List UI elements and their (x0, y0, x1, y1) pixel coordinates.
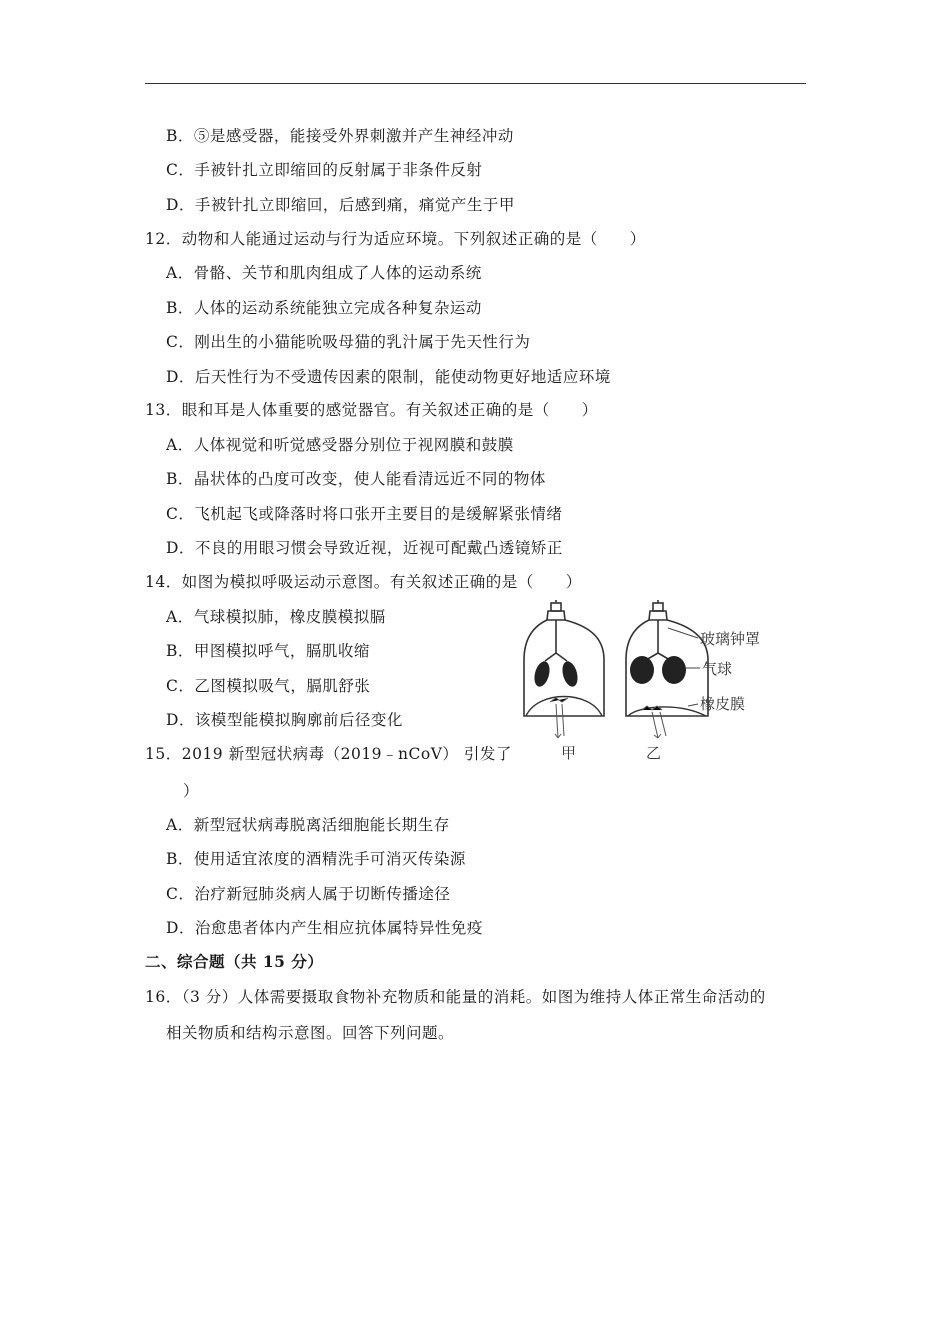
bell-jar-jia (524, 600, 604, 716)
q13-option-d: D．不良的用眼习惯会导致近视，近视可配戴凸透镜矫正 (166, 539, 563, 557)
q15-option-c: C．治疗新冠肺炎病人属于切断传播途径 (166, 885, 451, 903)
membrane-yi-strings (642, 706, 666, 738)
q12-option-b: B．人体的运动系统能独立完成各种复杂运动 (166, 299, 482, 317)
membrane-jia-strings (550, 698, 568, 738)
label-bell-jar: 玻璃钟罩 (700, 630, 761, 648)
question-13: 13．眼和耳是人体重要的感觉器官。有关叙述正确的是（ ） (145, 401, 598, 419)
q13-option-c: C．飞机起飞或降落时将口张开主要目的是缓解紧张情绪 (166, 505, 563, 523)
label-yi: 乙 (646, 744, 662, 762)
q12-option-c: C．刚出生的小猫能吮吸母猫的乳汁属于先天性行为 (166, 333, 531, 351)
label-balloon: 气球 (702, 660, 733, 678)
label-jia: 甲 (561, 744, 577, 762)
breathing-model-figure (518, 598, 808, 768)
q14-option-d: D．该模型能模拟胸廓前后径变化 (166, 711, 403, 729)
header-rule (145, 83, 806, 84)
question-12: 12．动物和人能通过运动与行为适应环境。下列叙述正确的是（ ） (145, 230, 646, 248)
q15-option-b: B．使用适宜浓度的酒精洗手可消灭传染源 (166, 850, 466, 868)
q11-option-c: C．手被针扎立即缩回的反射属于非条件反射 (166, 161, 483, 179)
q13-option-b: B．晶状体的凸度可改变，使人能看清远近不同的物体 (166, 470, 546, 488)
question-15-close-paren: ） (183, 782, 200, 800)
section-2-heading: 二、综合题（共 15 分） (145, 952, 324, 971)
q15-option-a: A．新型冠状病毒脱离活细胞能长期生存 (166, 816, 450, 834)
q11-option-d: D．手被针扎立即缩回，后感到痛，痛觉产生于甲 (166, 196, 515, 214)
label-membrane: 橡皮膜 (700, 695, 746, 713)
q12-option-d: D．后天性行为不受遗传因素的限制，能使动物更好地适应环境 (166, 368, 611, 386)
q11-option-b: B．⑤是感受器，能接受外界刺激并产生神经冲动 (166, 127, 514, 145)
q14-option-a: A．气球模拟肺，橡皮膜模拟膈 (166, 608, 386, 626)
q15-option-d: D．治愈患者体内产生相应抗体属特异性免疫 (166, 919, 483, 937)
q14-option-c: C．乙图模拟吸气，膈肌舒张 (166, 677, 371, 695)
balloon-yi (630, 656, 686, 684)
q12-option-a: A．骨骼、关节和肌肉组成了人体的运动系统 (166, 264, 482, 282)
q13-option-a: A．人体视觉和听觉感受器分别位于视网膜和鼓膜 (166, 436, 514, 454)
balloon-jia (532, 660, 580, 689)
question-14: 14．如图为模拟呼吸运动示意图。有关叙述正确的是（ ） (145, 573, 582, 591)
question-16-continuation: 相关物质和结构示意图。回答下列问题。 (166, 1024, 455, 1042)
question-16: 16．（3 分）人体需要摄取食物补充物质和能量的消耗。如图为维持人体正常生命活动的 (145, 988, 766, 1006)
q14-option-b: B．甲图模拟呼气，膈肌收缩 (166, 642, 370, 660)
question-15: 15．2019 新型冠状病毒（2019﹣nCoV） 引发了 (145, 745, 512, 763)
pointer-membrane (688, 704, 698, 706)
pointer-bell-jar (668, 628, 698, 638)
